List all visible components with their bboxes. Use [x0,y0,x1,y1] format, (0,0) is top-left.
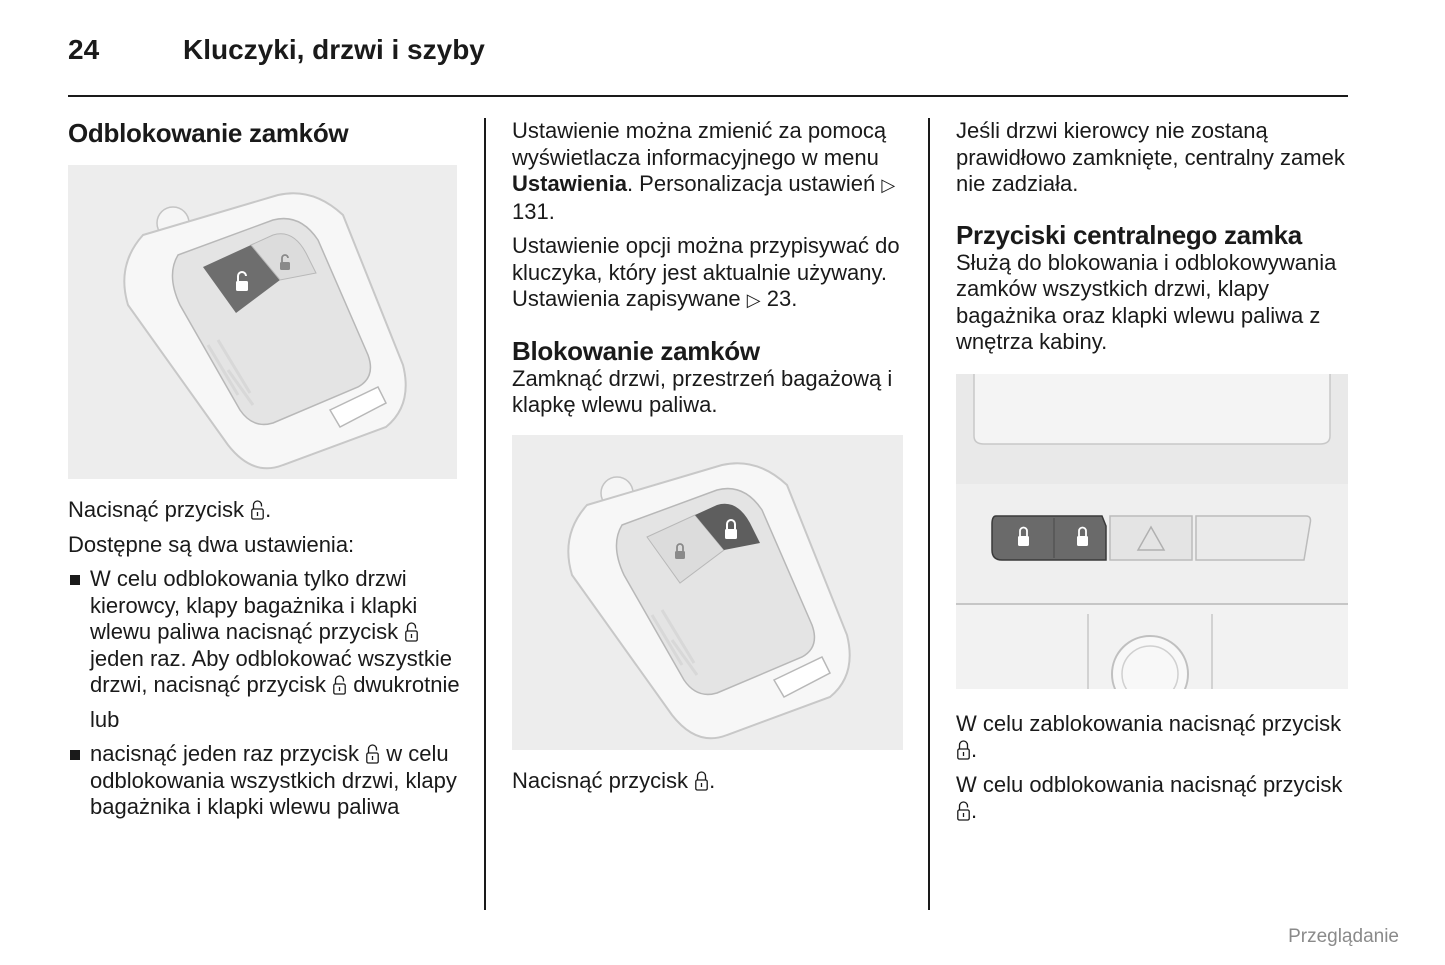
settings-paragraph: Ustawienie można zmienić za pomocą wyświetlacza informacyjnego w menu Ustawienia. Personalizacja ustawień ▷ 131. [512,118,896,224]
footer-label: Przeglądanie [1288,926,1399,947]
unlock-icon [405,622,418,642]
central-lock-heading: Przyciski centralnego zamka [956,219,1302,250]
menu-name: Ustawienia [512,171,627,196]
settings-list [68,566,463,699]
unlock-icon [957,801,970,821]
header-rule [68,95,1348,97]
unlock-icon [366,744,379,764]
locking-heading: Blokowanie zamków [512,335,760,366]
lock-icon [957,740,970,760]
chapter-title: Kluczyki, drzwi i szyby [183,34,485,65]
column-1 [68,118,463,829]
key-unlock-figure [68,165,457,479]
list-item: W celu odblokowania tylko drzwi kierowcy, klapy bagażnika i klapki wlewu paliwa nacisnąć przycisk jeden raz. Aby odblokować wszystkie drzwi, nacisnąć przycisk dwukrotnie [68,566,463,699]
or-text: lub [90,706,120,732]
settings-list-2 [68,741,463,821]
reference-arrow-icon: ▷ [746,290,761,310]
press-lock-paragraph: Nacisnąć przycisk . [512,767,716,793]
list-item: nacisnąć jeden raz przycisk w celu odblokowania wszystkich drzwi, klapy bagażnika i klapki wlewu paliwa [68,741,463,821]
assign-paragraph: Ustawienie opcji można przypisywać do kluczyka, który jest aktualnie używany. Ustawienia zapisywane ▷ 23. [512,233,900,311]
unlock-icon [333,675,346,695]
lock-icon [695,771,708,791]
reference-arrow-icon: ▷ [881,175,896,195]
key-lock-figure [512,435,903,750]
locking-instructions: Zamknąć drzwi, przestrzeń bagażową i klapkę wlewu paliwa. [512,365,893,417]
unlock-icon [251,500,264,520]
available-paragraph: Dostępne są dwa ustawienia: [68,531,355,557]
driver-door-paragraph: Jeśli drzwi kierowcy nie zostaną prawidłowo zamknięte, centralny zamek nie zadziała. [956,118,1345,196]
unlocking-heading: Odblokowanie zamków [68,118,349,148]
column-3 [956,118,1348,833]
central-lock-description: Służą do blokowania i odblokowywania zamków wszystkich drzwi, klapy bagażnika oraz klapki wlewu paliwa z wnętrza kabiny. [956,249,1337,354]
unlock-instruction-paragraph: W celu odblokowania nacisnąć przycisk . [956,771,1343,823]
central-lock-buttons-figure [956,374,1348,689]
column-divider [484,118,486,910]
press-unlock-paragraph: Nacisnąć przycisk . [68,497,272,522]
column-2 [512,118,907,802]
page-header [68,34,1348,74]
page-number: 24 [68,34,100,65]
column-divider [928,118,930,910]
lock-instruction-paragraph: W celu zablokowania nacisnąć przycisk . [956,710,1342,762]
